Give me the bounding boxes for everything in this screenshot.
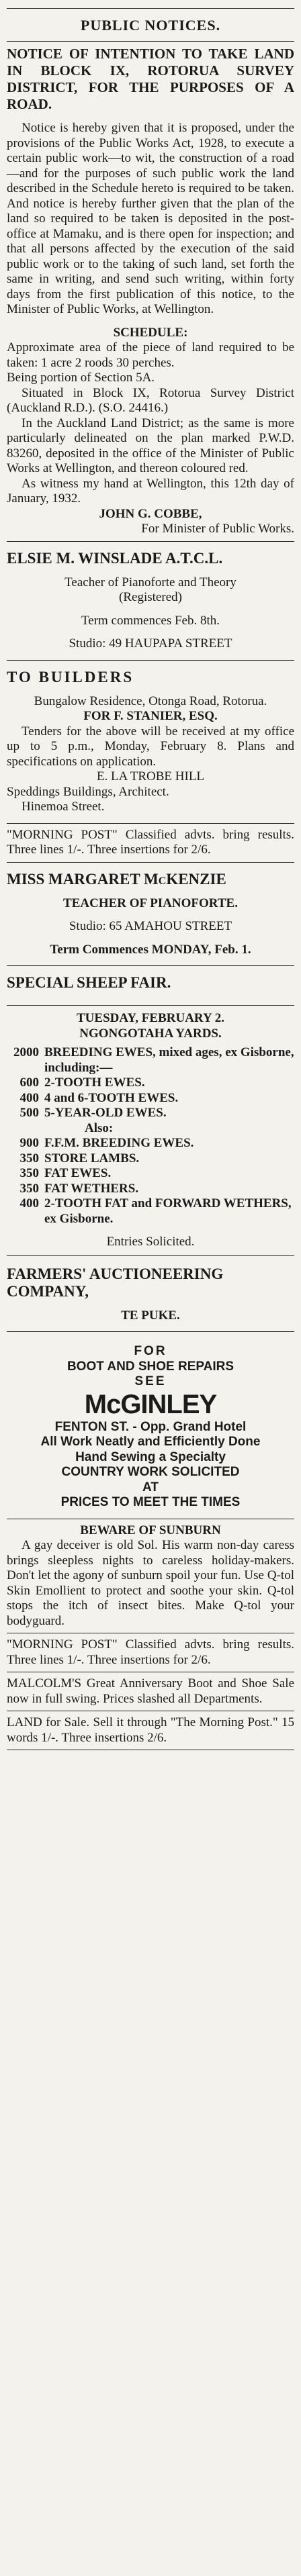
divider xyxy=(7,965,294,966)
list-item: Also: xyxy=(85,1120,114,1135)
elsie-line1: Teacher of Pianoforte and Theory xyxy=(64,575,236,589)
builders-line4: E. LA TROBE HILL xyxy=(96,769,205,783)
mckenzie-name: MISS MARGARET McKENZIE xyxy=(7,870,226,888)
mcginley-line5: Hand Sewing a Specialty xyxy=(75,1449,226,1464)
mcginley-name: McGINLEY xyxy=(84,1389,217,1419)
divider xyxy=(7,823,294,824)
sheep-fair-ad xyxy=(7,970,294,1327)
divider xyxy=(7,541,294,542)
schedule-block: Situated in Block IX, Rotorua Survey District (Auckland R.D.). (S.O. 24416.) xyxy=(7,385,294,415)
morning-post-classified-1: "MORNING POST" Classified advts. bring results. Three lines 1/-. Three insertions for 2/6. xyxy=(7,827,294,857)
elsie-line2: (Registered) xyxy=(119,590,182,604)
mckenzie-line3: Term Commences MONDAY, Feb. 1. xyxy=(50,942,251,957)
list-item: 350 STORE LAMBS. xyxy=(19,1151,140,1165)
builders-line6: Hinemoa Street. xyxy=(22,800,105,814)
land-notice xyxy=(7,46,294,537)
land-notice-heading: NOTICE OF INTENTION TO TAKE LAND IN BLOCK IX, ROTORUA SURVEY DISTRICT, FOR THE PURPOSES OF A ROAD. xyxy=(7,46,294,112)
land-sale-ad: LAND for Sale. Sell it through "The Morning Post." 15 words 1/-. Three insertions 2/6. xyxy=(7,1715,294,1745)
builders-ad xyxy=(7,665,294,819)
mckenzie-line1: TEACHER OF PIANOFORTE. xyxy=(63,896,238,910)
list-item: 900 F.F.M. BREEDING EWES. xyxy=(19,1136,194,1150)
divider xyxy=(7,1331,294,1332)
top-rule xyxy=(7,8,294,9)
elsie-line4: Studio: 49 HAUPAPA STREET xyxy=(69,636,232,651)
list-item: 400 2-TOOTH FAT and FORWARD WETHERS, ex Gisborne. xyxy=(19,1196,292,1226)
schedule-heading: SCHEDULE: xyxy=(113,325,188,340)
divider xyxy=(7,660,294,661)
signatory: JOHN G. COBBE, xyxy=(99,506,202,521)
elsie-winslade-ad xyxy=(7,546,294,656)
mcginley-line2: BOOT AND SHOE REPAIRS xyxy=(67,1359,234,1374)
morning-post-classified-2: "MORNING POST" Classified advts. bring results. Three lines 1/-. Three insertions for 2/6. xyxy=(7,1637,294,1667)
list-item: 350 FAT WETHERS. xyxy=(19,1181,139,1196)
builders-heading: TO BUILDERS xyxy=(7,668,134,685)
mcginley-line4: All Work Neatly and Efficiently Done xyxy=(40,1435,261,1449)
builders-line2: FOR F. STANIER, ESQ. xyxy=(83,709,218,723)
elsie-name: ELSIE M. WINSLADE A.T.C.L. xyxy=(7,549,223,567)
mcginley-address: FENTON ST. - Opp. Grand Hotel xyxy=(54,1419,247,1434)
list-item: 2000 BREEDING EWES, mixed ages, ex Gisborne, including:— xyxy=(13,1045,294,1075)
signatory-title: For Minister of Public Works. xyxy=(141,522,294,536)
witness-line: As witness my hand at Wellington, this 12th day of January, 1932. xyxy=(7,476,294,506)
sheep-fair-date: TUESDAY, FEBRUARY 2. xyxy=(77,1011,224,1025)
mckenzie-ad xyxy=(7,867,294,962)
divider xyxy=(7,862,294,863)
builders-line5: Speddings Buildings, Architect. xyxy=(7,784,169,799)
list-item: 600 2-TOOTH EWES. xyxy=(19,1076,145,1090)
list-item: 500 5-YEAR-OLD EWES. xyxy=(19,1106,167,1120)
mcginley-line3: SEE xyxy=(134,1374,167,1388)
land-notice-body: Notice is hereby given that it is proposed, under the provisions of the Public Works Act, 1928, to execute a certain public work—to wit, the construction of a road—and for the purposes of such public work the land described in the Schedule hereto is required to be taken. And notice is hereby further given that the plan of the land so required to be taken is deposited in the post-office at Mamaku, and is there open for inspection; and that all persons affected by the execution of the said public work or to the taking of such land, set forth the same in writing, and send such writing, within forty days from the first publication of this notice, to the Minister of Public Works, at Wellington. xyxy=(7,121,294,316)
sunburn-heading: BEWARE OF SUNBURN xyxy=(80,1523,221,1537)
mcginley-line1: FOR xyxy=(134,1344,167,1358)
list-item: 350 FAT EWES. xyxy=(19,1166,112,1180)
sheep-fair-items xyxy=(7,1045,294,1227)
schedule-district: In the Auckland Land District; as the same is more particularly delineated on the plan marked P.W.D. 83260, deposited in the office of the Minister of Public Works at Wellington, and thereon coloured red. xyxy=(7,416,294,475)
inner-rule xyxy=(7,1005,294,1006)
elsie-line3: Term commences Feb. 8th. xyxy=(81,613,220,628)
farmers-location: TE PUKE. xyxy=(121,1308,180,1323)
mcginley-ad xyxy=(7,1336,294,1515)
builders-line3: Tenders for the above will be received at my office up to 5 p.m., Monday, February 8. Plans and specifications on application. xyxy=(7,724,294,769)
sunburn-body: A gay deceiver is old Sol. His warm non-day caress brings sleepless nights to careless holiday-makers. Don't let the agony of sunburn spoil your fun. Use Q-tol Skin Emollient to protect and soothe your skin. Q-tol stops the itch of insect bites. Make Q-tol your bodyguard. xyxy=(7,1538,294,1628)
schedule-section: Being portion of Section 5A. xyxy=(7,371,155,385)
list-item: 400 4 and 6-TOOTH EWES. xyxy=(19,1090,179,1105)
schedule-area: Approximate area of the piece of land required to be taken: 1 acre 2 roods 30 perches. xyxy=(7,340,294,370)
newspaper-column xyxy=(7,0,294,1750)
mcginley-line7: AT xyxy=(142,1480,159,1494)
sheep-fair-heading: SPECIAL SHEEP FAIR. xyxy=(7,974,171,991)
mckenzie-line2: Studio: 65 AMAHOU STREET xyxy=(69,919,232,933)
inner-rule xyxy=(7,1255,294,1256)
sheep-fair-venue: NGONGOTAHA YARDS. xyxy=(79,1026,222,1041)
sheep-fair-footer: Entries Solicited. xyxy=(106,1235,195,1249)
malcolm-sale-ad: MALCOLM'S Great Anniversary Boot and Shoe Sale now in full swing. Prices slashed all Departments. xyxy=(7,1676,294,1706)
farmers-name: FARMERS' AUCTIONEERING COMPANY, xyxy=(7,1265,224,1300)
mcginley-line8: PRICES TO MEET THE TIMES xyxy=(60,1495,241,1509)
mcginley-line6: COUNTRY WORK SOLICITED xyxy=(61,1465,240,1479)
header-rule xyxy=(7,41,294,42)
builders-line1: Bungalow Residence, Otonga Road, Rotorua. xyxy=(34,694,267,708)
section-header: PUBLIC NOTICES. xyxy=(80,17,221,34)
sunburn-ad xyxy=(7,1523,294,1629)
